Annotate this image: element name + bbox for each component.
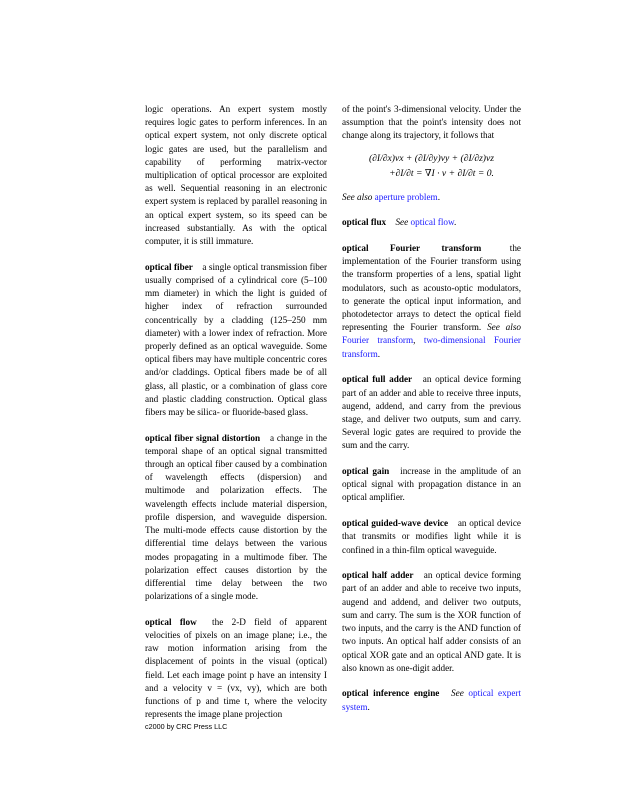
entry-optical-guided-wave-device [342,517,521,557]
definition-optical-full-adder: an optical device forming part of an adder and able to receive three inputs, augend, addend, and carry from the previous stage, and deliver two outputs, sum and carry. Several logic gates are required to provide the sum and the carry. [342,374,522,451]
entry-optical-fiber-signal-distortion [145,432,327,604]
term-optical-inference-engine: optical inference engine [342,688,440,699]
entry-optical-flux: optical flux See optical flow. [342,217,457,228]
term-optical-half-adder: optical half adder [342,570,414,581]
term-optical-fiber: optical fiber [145,261,193,272]
link-optical-flow[interactable]: optical flow [410,217,455,228]
equation [342,151,521,181]
term-optical-full-adder: optical full adder [342,374,413,385]
link-optical-expert-system[interactable]: optical expert system [342,688,522,712]
definition-optical-fiber-signal-distortion: a change in the temporal shape of an optical signal transmitted through an optical fiber caused by a combination of wavelength effects (dispersion) and multimode and polarization effects. The wavelength effects include material dispersion, profile dispersion, and waveguide dispersion. The multi-mode effects cause distortion by the differential time delays between the various modes propagating in a multimode fiber. The polarization effect causes distortion by the differential time delay between the two polarizations of a single mode. [145,432,327,602]
term-optical-flow: optical flow [145,616,197,627]
entry-optical-half-adder [342,569,521,675]
see-also-aperture: See also aperture problem. [342,191,440,202]
equation-line-1: (∂I/∂x)vx + (∂I/∂y)vy + (∂I/∂z)vz [368,152,494,164]
definition-optical-fourier-transform: the implementation of the Fourier transform using the transform properties of a lens, spatial light modulators, such as acousto-optic modulators, to generate the optical input information, and photodetector arrays to detect the optical field representing the Fourier transform. [342,243,521,333]
see-also-label-fourier: See also [487,322,521,333]
entry-optical-flow [145,616,327,722]
see-label-optical-flux: See [395,217,409,228]
see-label-optical-inference-engine: See [451,688,464,699]
term-optical-fiber-signal-distortion: optical fiber signal distortion [145,432,261,443]
definition-optical-flow: the 2-D field of apparent velocities of pixels on an image plane; i.e., the raw motion information arising from the displacement of points in the visual (optical) field. Let each image point p have an intensity I and a velocity v = (vx, vy), which are both functions of p and time t, where the velocity represents the image plane projection [145,616,327,720]
term-optical-guided-wave-device: optical guided-wave device [342,518,449,529]
definition-optical-guided-wave-device: an optical device that transmits or modifies light while it is confined in a thin-film optical waveguide. [342,518,521,555]
link-two-dimensional-fourier-transform[interactable]: two-dimensional Fourier transform [342,335,521,359]
definition-optical-gain: increase in the amplitude of an optical signal with propagation distance in an optical amplifier. [342,466,522,503]
equation-line-2: +∂I/∂t = ∇I · v + ∂I/∂t = 0. [389,167,494,179]
right-column [342,103,521,726]
continuation-paragraph: of the point's 3-dimensional velocity. Under the assumption that the point's intensity does not change along its trajectory, it follows that [342,104,521,141]
see-also-label: See also [342,191,373,202]
term-optical-fourier-transform: optical Fourier transform [342,243,482,254]
intro-paragraph: logic operations. An expert system mostly requires logic gates to perform inferences. In an optical expert system, not only discrete optical logic gates are used, but the parallelism and capability of performing matrix-vector multiplication of optical processor are exploited as well. Sequential reasoning in an electronic expert system is replaced by parallel reasoning in an optical expert system, so its speed can be increased substantially. As with the optical computer, it is still immature. [145,104,327,247]
term-optical-gain: optical gain [342,466,390,477]
entry-optical-inference-engine: optical inference engine See optical expert system. [342,688,522,712]
entry-optical-gain [342,465,521,505]
entry-optical-fiber [145,261,327,419]
entry-optical-fourier-transform: optical Fourier transform the implementation of the Fourier transform using the transform properties of a lens, spatial light modulators, such as acousto-optic modulators, to generate the optical input information, and photodetector arrays to detect the optical field representing the Fourier transform. See also Fourier transform, two-dimensional Fourier transform. [342,243,521,359]
left-column [145,103,327,734]
copyright-footer: c2000 by CRC Press LLC [145,722,228,731]
definition-optical-half-adder: an optical device forming part of an adder and able to receive two inputs, augend and addend, and deliver two outputs, sum and carry. The sum is the XOR function of two inputs, and the carry is the AND function of two inputs. An optical half adder consists of an optical XOR gate and an optical AND gate. It is also known as one-digit adder. [342,570,522,673]
link-fourier-transform[interactable]: Fourier transform [342,335,414,346]
definition-optical-fiber: a single optical transmission fiber usually comprised of a cylindrical core (5–100 mm diameter) in which the light is guided of higher index of refraction surrounded concentrically by a cladding (125–250 mm diameter) with a lower index of refraction. More properly defined as an optical waveguide. Some optical fibers may have multiple concentric cores and/or claddings. Optical fibers made be of all glass, all plastic, or a combination of glass core and plastic cladding construction. Optical glass fibers may be silica- or fluoride-based glass. [145,261,328,417]
entry-optical-full-adder [342,373,521,452]
link-aperture-problem[interactable]: aperture problem [374,191,438,202]
term-optical-flux: optical flux [342,217,387,228]
